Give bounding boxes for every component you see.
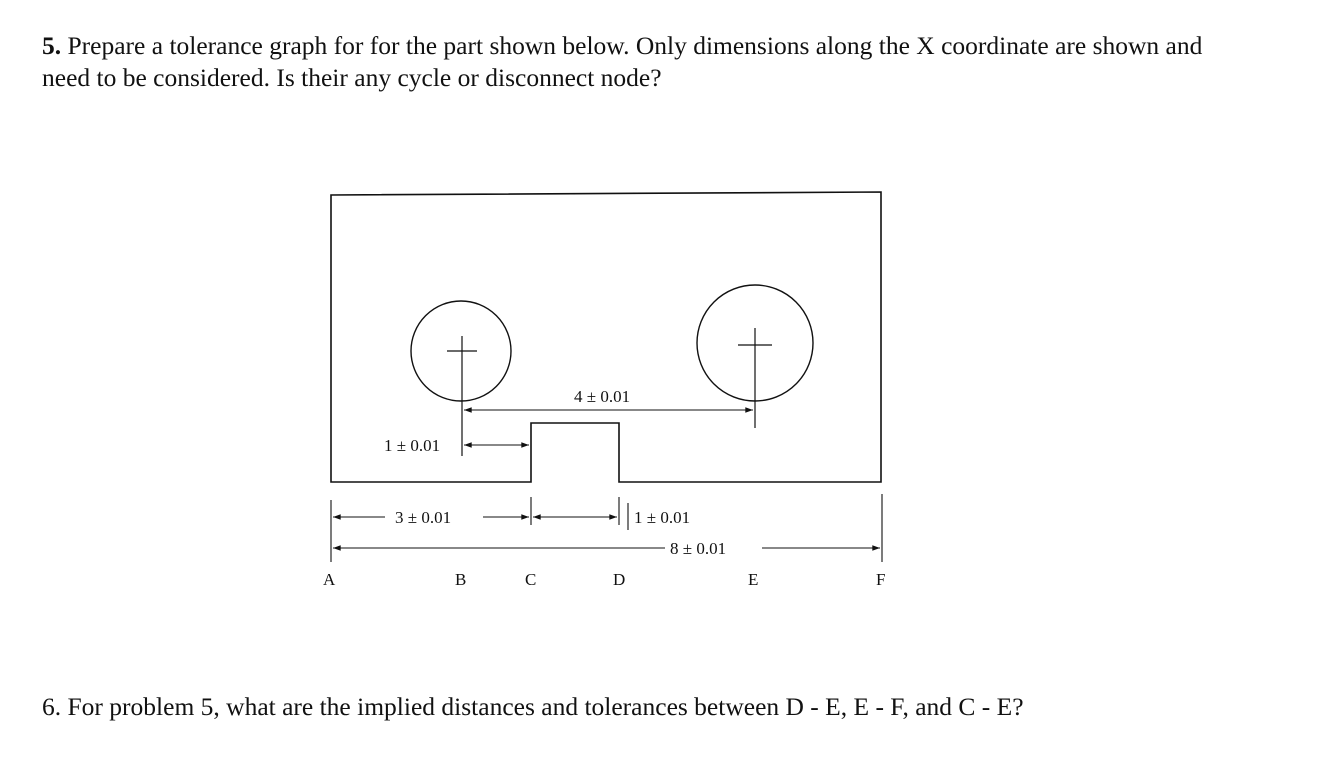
point-label-a: A bbox=[323, 570, 336, 589]
problem-5-number: 5. bbox=[42, 31, 62, 60]
point-label-d: D bbox=[613, 570, 626, 589]
dim-label-a-to-f: 8 ± 0.01 bbox=[670, 539, 727, 558]
problem-6-text: 6. For problem 5, what are the implied distances and tolerances between D - E, E - F, and C - E? bbox=[42, 692, 1024, 721]
extension-lines bbox=[331, 494, 882, 562]
hole-b-center-mark bbox=[447, 336, 477, 456]
dim-label-b-to-e: 4 ± 0.01 bbox=[574, 387, 631, 406]
problem-5-body: Prepare a tolerance graph for for the part shown below. Only dimensions along the X coordinate are shown and need to be considered. Is their any cycle or disconnect node? bbox=[42, 31, 1203, 92]
dim-label-a-to-c: 3 ± 0.01 bbox=[395, 508, 452, 527]
dim-label-b-to-c: 1 ± 0.01 bbox=[384, 436, 441, 455]
point-label-c: C bbox=[525, 570, 537, 589]
hole-e-center-mark bbox=[738, 328, 772, 428]
point-label-f: F bbox=[876, 570, 886, 589]
point-label-b: B bbox=[455, 570, 467, 589]
point-label-e: E bbox=[748, 570, 759, 589]
dim-label-d-right: 1 ± 0.01 bbox=[634, 508, 691, 527]
